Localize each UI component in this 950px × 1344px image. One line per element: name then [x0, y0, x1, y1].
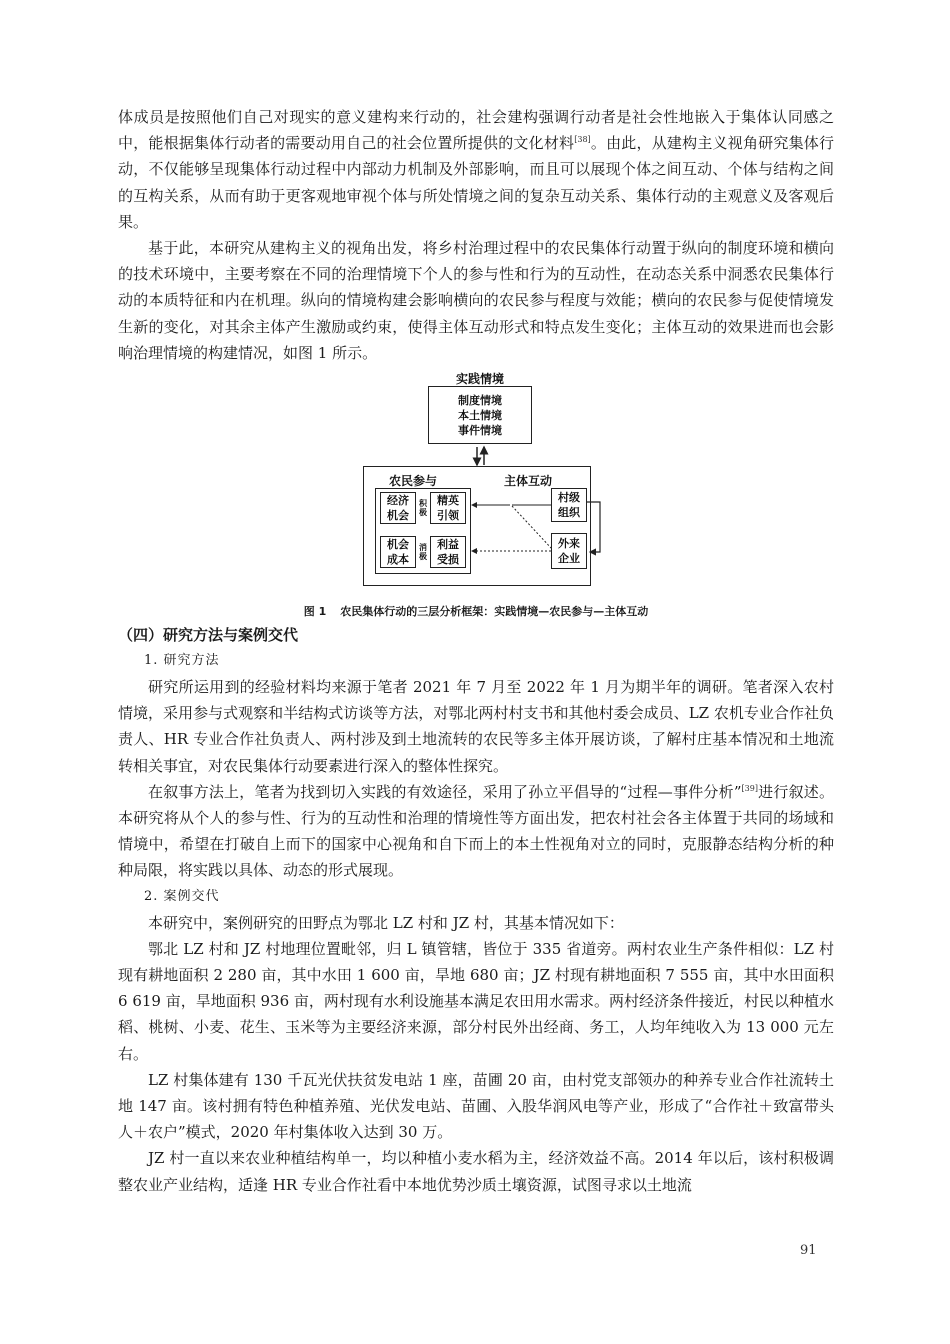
figure-1	[118, 372, 834, 604]
page-number: 91	[800, 1243, 817, 1258]
figure-caption: 图 1 农民集体行动的三层分析框架：实践情境—农民参与—主体互动	[303, 605, 649, 619]
elite-box: 精英 引领	[430, 492, 466, 524]
citation-38: [38]	[574, 135, 591, 145]
positive-label: 积 极	[419, 499, 427, 518]
right-title: 主体互动	[503, 474, 552, 489]
negative-label: 消 极	[419, 543, 427, 562]
subsection-1: 1. 研究方法	[144, 653, 220, 669]
section-title: （四）研究方法与案例交代	[118, 626, 299, 645]
paragraph-3: 研究所运用到的经验材料均来源于笔者 2021 年 7 月至 2022 年 1 月为期半年的调研。笔者深入农村情境，采用参与式观察和半结构式访谈等方法，对鄂北两村村支书和其他村委会成员、LZ 农机专业合作社负责人、HR 专业合作社负责人、两村涉及到土地流转的农民等多主体开展访谈，了解村庄基本情况和土地流转相关事宜，对农民集体行动要素进行深入的整体性探究。	[118, 678, 834, 775]
paragraph-6: 鄂北 LZ 村和 JZ 村地理位置毗邻，归 L 镇管辖，皆位于 335 省道旁。两村农业生产条件相似：LZ 村现有耕地面积 2 280 亩，其中水田 1 600 亩，旱地 680 亩；JZ 村现有耕地面积 7 555 亩，其中水田面积 6 619 亩，旱地面积 936 亩，两村现有水利设施基本满足农田用水需求。两村经济条件接近，村民以种植水稻、桃树、小麦、花生、玉米等为主要经济来源，部分村民外出经商、务工，人均年纯收入为 13 000 元左右。	[118, 939, 834, 1063]
left-title: 农民参与	[388, 474, 437, 489]
paragraph-2: 基于此，本研究从建构主义的视角出发，将乡村治理过程中的农民集体行动置于纵向的制度环境和横向的技术环境中，主要考察在不同的治理情境下个人的参与性和行为的互动性，在动态关系中洞悉农民集体行动的本质特征和内在机理。纵向的情境构建会影响横向的农民参与程度与效能；横向的农民参与促使情境发生新的变化，对其余主体产生激励或约束，使得主体互动形式和特点发生变化；主体互动的效果进而也会影响治理情境的构建情况，如图 1 所示。	[118, 239, 834, 362]
paragraph-8: JZ 村一直以来农业种植结构单一，均以种植小麦水稻为主，经济效益不高。2014 年以后，该村积极调整农业产业结构，适逢 HR 专业合作社看中本地优势沙质土壤资源，试图寻求以土地流	[118, 1149, 834, 1194]
paragraph-4: 在叙事方法上，笔者为找到切入实践的有效途径，采用了孙立平倡导的“过程—事件分析”[39]进行叙述。本研究将从个人的参与性、行为的互动性和治理的情境性等方面出发，把农村社会各主体置于共同的场域和情境中，希望在打破自上而下的国家中心视角和自下而上的本土性视角对立的同时，克服静态结构分析的种种局限，将实践以具体、动态的形式展现。	[118, 782, 834, 880]
top-title: 实践情境	[455, 372, 504, 387]
context-box: 制度情境 本土情境 事件情境	[428, 386, 532, 444]
citation-39: [39]	[741, 783, 758, 793]
page-body	[118, 104, 834, 1198]
outside-enterprise-box: 外来 企业	[551, 533, 587, 569]
paragraph-5: 本研究中，案例研究的田野点为鄂北 LZ 村和 JZ 村，其基本情况如下：	[148, 913, 624, 932]
subsection-2: 2. 案例交代	[144, 888, 220, 904]
paragraph-1: 体成员是按照他们自己对现实的意义建构来行动的，社会建构强调行动者是社会性地嵌入于集体认同感之中，能根据集体行动者的需要动用自己的社会位置所提供的文化材料[38]。由此，从建构主义视角研究集体行动，不仅能够呈现集体行动过程中内部动力机制及外部影响，而且可以展现个体之间互动、个体与结构之间的互构关系，从而有助于更客观地审视个体与所处情境之间的复杂互动关系、集体行动的主观意义及客观后果。	[118, 108, 834, 231]
cost-box: 机会 成本	[380, 536, 416, 568]
econ-box: 经济 机会	[380, 492, 416, 524]
loss-box: 利益 受损	[430, 536, 466, 568]
paragraph-7: LZ 村集体建有 130 千瓦光伏扶贫发电站 1 座，苗圃 20 亩，由村党支部领办的种养专业合作社流转土地 147 亩。该村拥有特色种植养殖、光伏发电站、苗圃、入股华润风电等产业，形成了“合作社＋致富带头人＋农户”模式，2020 年村集体收入达到 30 万。	[118, 1070, 834, 1142]
village-org-box: 村级 组织	[551, 488, 587, 522]
